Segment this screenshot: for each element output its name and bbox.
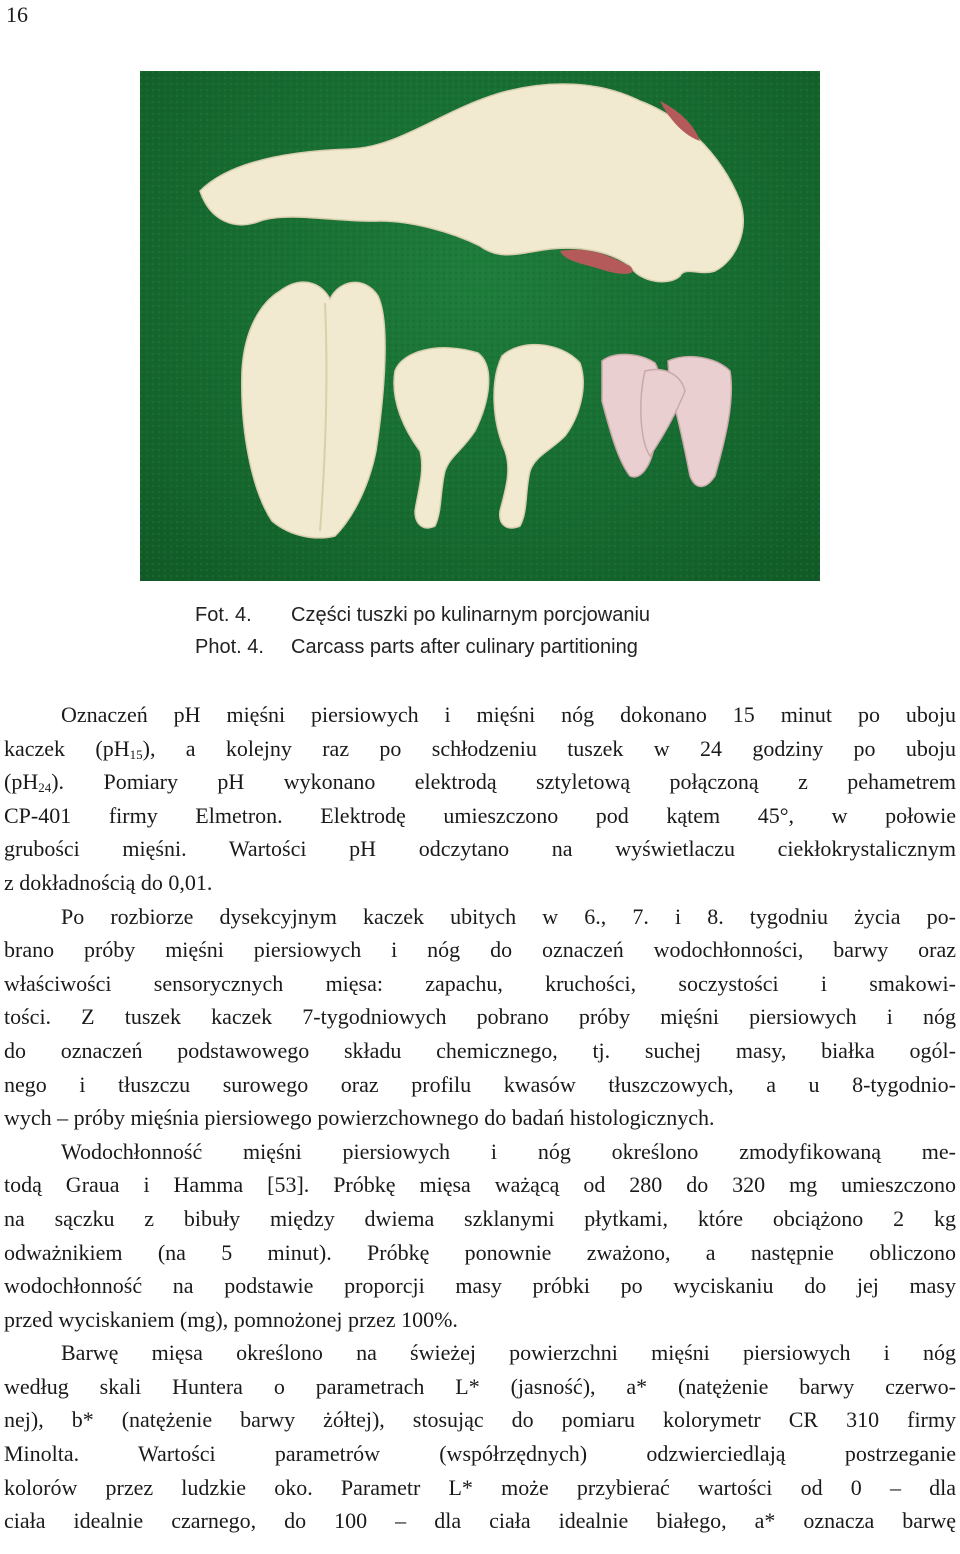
body-text	[4, 698, 956, 1538]
text-line: kolorów przez ludzkie oko. Parametr L* może przybierać wartości od 0 – dla	[4, 1474, 956, 1500]
photo-caption-polish	[195, 604, 650, 627]
text-line: z dokładnością do 0,01.	[4, 869, 213, 895]
text-line: wych – próby mięśnia piersiowego powierzchownego do badań histologicznych.	[4, 1105, 715, 1131]
text-line: nej), b* (natężenie barwy żółtej), stosując do pomiaru kolorymetr CR 310 firmy	[4, 1407, 956, 1433]
paragraph-water-holding	[4, 1135, 956, 1337]
text-line: Barwę mięsa określono na świeżej powierzchni mięśni piersiowych i nóg	[61, 1340, 956, 1366]
text-line: do oznaczeń podstawowego składu chemicznego, tj. suchej masy, białka ogól-	[4, 1037, 956, 1063]
text-line	[4, 765, 956, 799]
text-fragment: ). Pomiary pH wykonano elektrodą sztyletową połączoną z pehametrem	[51, 769, 956, 795]
photo-caption-english	[195, 636, 638, 659]
text-line: Minolta. Wartości parametrów (współrzędnych) odzwierciedlają postrzeganie	[4, 1441, 956, 1467]
text-line: Wodochłonność mięśni piersiowych i nóg określono zmodyfikowaną me-	[61, 1138, 956, 1164]
text-line: tości. Z tuszek kaczek 7-tygodniowych pobrano próby mięśni piersiowych i nóg	[4, 1004, 956, 1030]
carcass-parts-illustration	[140, 71, 820, 581]
caption-text-pl: Części tuszki po kulinarnym porcjowaniu	[291, 604, 651, 626]
caption-text-en: Carcass parts after culinary partitioning	[291, 636, 638, 658]
caption-label-pl: Fot. 4.	[195, 604, 252, 626]
paragraph-color	[4, 1336, 956, 1538]
text-line: brano próby mięśni piersiowych i nóg do oznaczeń wodochłonności, barwy oraz	[4, 937, 956, 963]
text-line: właściwości sensorycznych mięsa: zapachu, kruchości, soczystości i smakowi-	[4, 970, 956, 996]
subscript-15: 15	[129, 746, 143, 762]
subscript-24: 24	[38, 780, 52, 796]
text-fragment: kaczek (pH	[4, 735, 130, 761]
text-line: wodochłonność na podstawie proporcji masy próbki po wyciskaniu do jej masy	[4, 1273, 956, 1299]
text-line: przed wyciskaniem (mg), pomnożonej przez 100%.	[4, 1306, 458, 1332]
page-number: 16	[6, 2, 28, 27]
text-line: na sączku z bibuły między dwiema szklanymi płytkami, które obciążono 2 kg	[4, 1205, 956, 1231]
text-line: nego i tłuszczu surowego oraz profilu kwasów tłuszczowych, a u 8-tygodnio-	[4, 1071, 956, 1097]
text-line: CP-401 firmy Elmetron. Elektrodę umieszczono pod kątem 45°, w połowie	[4, 802, 956, 828]
carcass-parts-photo	[140, 71, 820, 581]
text-line: Po rozbiorze dysekcyjnym kaczek ubitych w 6., 7. i 8. tygodniu życia po-	[61, 903, 956, 929]
text-fragment: ), a kolejny raz po schłodzeniu tuszek w 24 godziny po uboju	[142, 735, 956, 761]
text-line: Oznaczeń pH mięśni piersiowych i mięśni nóg dokonano 15 minut po uboju	[61, 702, 956, 727]
text-line: według skali Huntera o parametrach L* (jasność), a* (natężenie barwy czerwo-	[4, 1373, 956, 1399]
paragraph-ph-measurement	[4, 698, 956, 900]
text-line: odważnikiem (na 5 minut). Próbkę ponownie zważono, a następnie obliczono	[4, 1239, 956, 1265]
paragraph-dissection	[4, 900, 956, 1135]
text-fragment: (pH	[4, 769, 39, 795]
caption-label-en: Phot. 4.	[195, 636, 264, 658]
text-line: ciała idealnie czarnego, do 100 – dla ciała idealnie białego, a* oznacza barwę	[4, 1508, 956, 1534]
text-line: grubości mięśni. Wartości pH odczytano na wyświetlaczu ciekłokrystalicznym	[4, 836, 956, 862]
text-line	[4, 732, 956, 766]
text-line: todą Graua i Hamma [53]. Próbkę mięsa ważącą od 280 do 320 mg umieszczono	[4, 1172, 956, 1198]
